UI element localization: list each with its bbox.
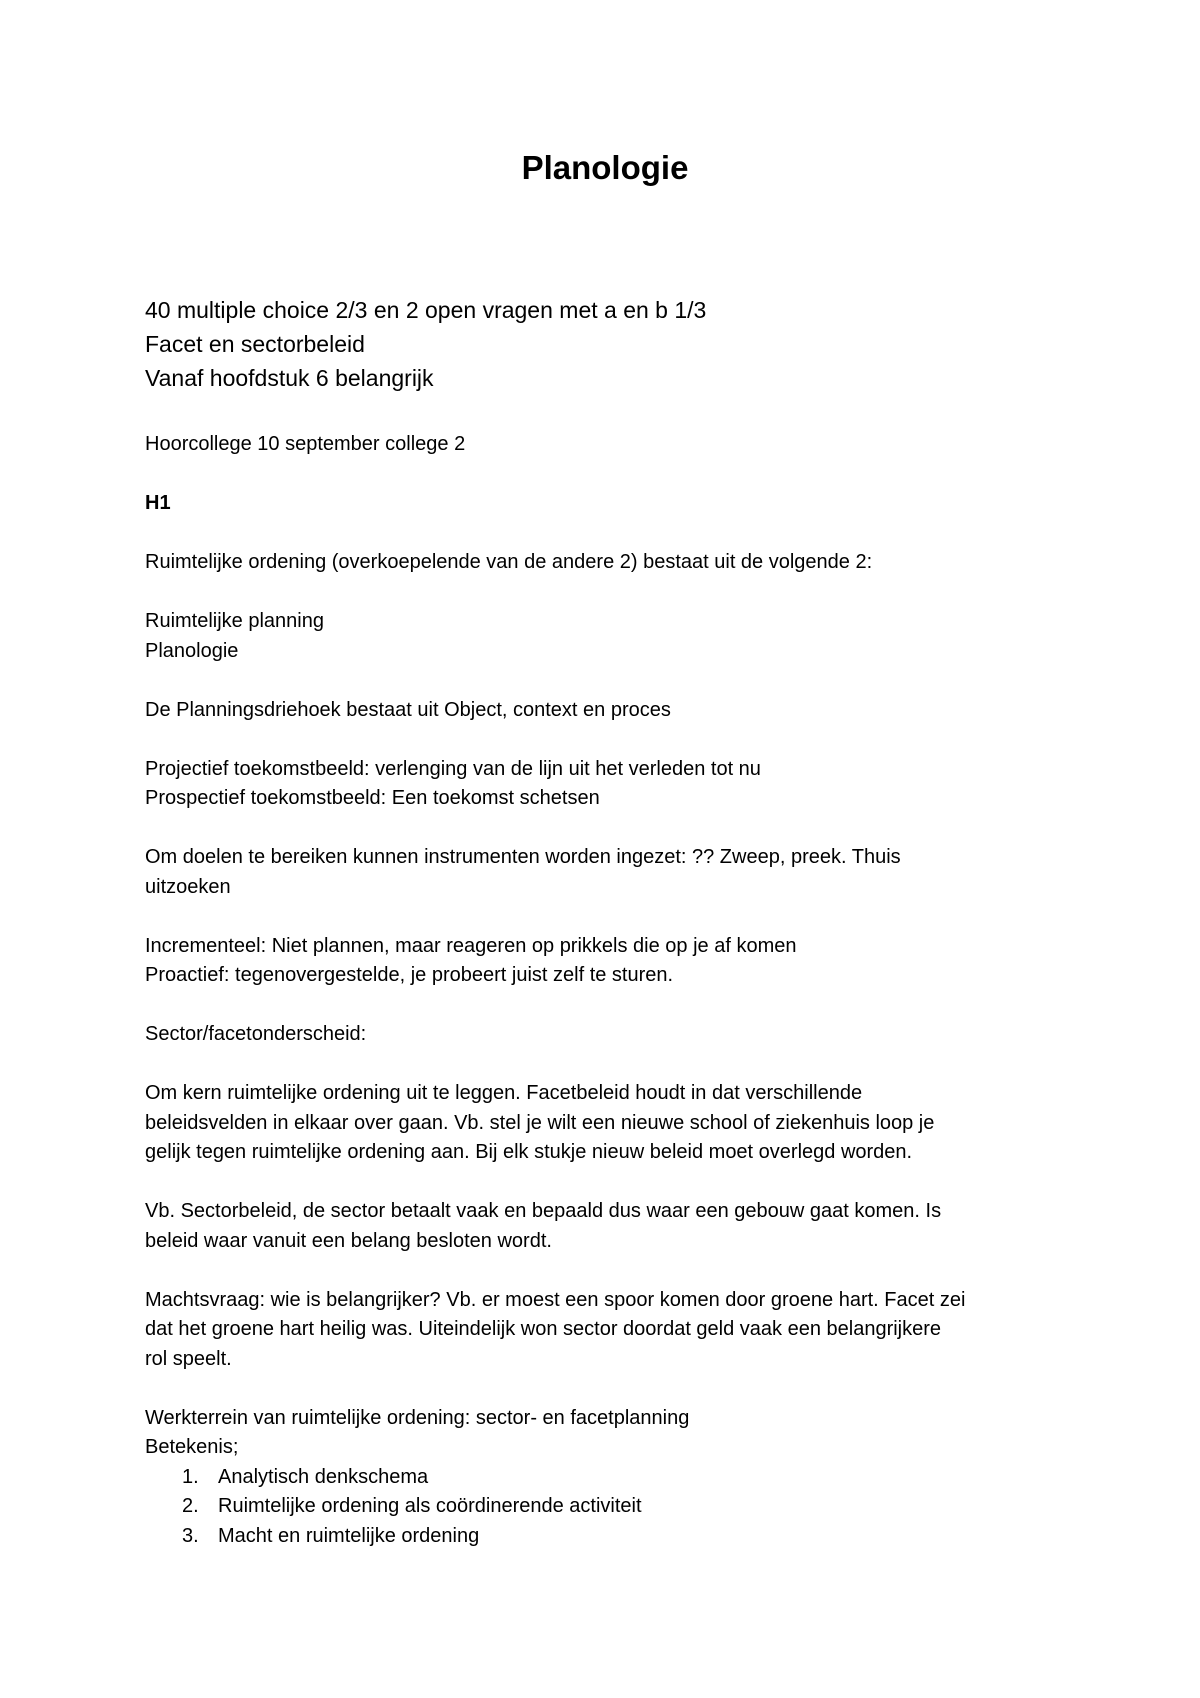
paragraph-line: Vb. Sectorbeleid, de sector betaalt vaak en bepaald dus waar een gebouw gaat komen. Is bbox=[145, 1200, 942, 1222]
list-item-text: Analytisch denkschema bbox=[218, 1465, 429, 1488]
paragraph-line: Planologie bbox=[145, 639, 239, 662]
paragraph bbox=[145, 607, 1075, 666]
intro-block bbox=[145, 293, 706, 395]
list-item-text: Ruimtelijke ordening als coördinerende activiteit bbox=[218, 1495, 642, 1517]
list-item-text: Macht en ruimtelijke ordening bbox=[218, 1524, 480, 1547]
list-number: 1. bbox=[182, 1465, 199, 1488]
numbered-list bbox=[145, 1463, 1075, 1552]
paragraph-line: Ruimtelijke planning bbox=[145, 610, 324, 632]
paragraph-line: Incrementeel: Niet plannen, maar reageren op prikkels die op je af komen bbox=[145, 934, 797, 957]
paragraph-line: beleidsvelden in elkaar over gaan. Vb. stel je wilt een nieuwe school of ziekenhuis loop je bbox=[145, 1111, 935, 1134]
paragraph bbox=[145, 1197, 1075, 1256]
paragraph bbox=[145, 1286, 1075, 1375]
list-number: 2. bbox=[182, 1495, 199, 1517]
paragraph-line: gelijk tegen ruimtelijke ordening aan. Bij elk stukje nieuw beleid moet overlegd worden. bbox=[145, 1141, 913, 1163]
paragraph bbox=[145, 932, 1075, 991]
intro-line: 40 multiple choice 2/3 en 2 open vragen met a en b 1/3 bbox=[145, 297, 707, 323]
chapter-heading: H1 bbox=[145, 492, 171, 514]
paragraph-line: uitzoeken bbox=[145, 875, 231, 898]
paragraph-line: Om kern ruimtelijke ordening uit te leggen. Facetbeleid houdt in dat verschillende bbox=[145, 1082, 863, 1104]
paragraph: De Planningsdriehoek bestaat uit Object, context en proces bbox=[145, 698, 671, 721]
paragraph bbox=[145, 843, 1075, 902]
lecture-line: Hoorcollege 10 september college 2 bbox=[145, 433, 466, 455]
intro-line: Vanaf hoofdstuk 6 belangrijk bbox=[145, 365, 434, 391]
body-text bbox=[145, 430, 1075, 1551]
intro-line: Facet en sectorbeleid bbox=[145, 331, 365, 357]
list-item bbox=[145, 1492, 1075, 1522]
paragraph-line: Betekenis; bbox=[145, 1436, 239, 1458]
list-item bbox=[145, 1522, 1075, 1552]
list-number: 3. bbox=[182, 1524, 199, 1547]
paragraph-line: Prospectief toekomstbeeld: Een toekomst schetsen bbox=[145, 787, 600, 809]
paragraph-line: beleid waar vanuit een belang besloten wordt. bbox=[145, 1229, 552, 1252]
paragraph: Sector/facetonderscheid: bbox=[145, 1023, 367, 1045]
list-item bbox=[145, 1463, 1075, 1493]
paragraph bbox=[145, 1404, 1075, 1463]
paragraph-line: dat het groene hart heilig was. Uiteindelijk won sector doordat geld vaak een belangrijkere bbox=[145, 1318, 942, 1340]
document-title: Planologie bbox=[521, 149, 689, 186]
paragraph-line: Werkterrein van ruimtelijke ordening: sector- en facetplanning bbox=[145, 1406, 690, 1429]
paragraph bbox=[145, 755, 1075, 814]
paragraph-line: Machtsvraag: wie is belangrijker? Vb. er moest een spoor komen door groene hart. Facet zei bbox=[145, 1288, 966, 1311]
paragraph-line: Projectief toekomstbeeld: verlenging van de lijn uit het verleden tot nu bbox=[145, 757, 761, 780]
paragraph-line: Om doelen te bereiken kunnen instrumenten worden ingezet: ?? Zweep, preek. Thuis bbox=[145, 846, 901, 868]
paragraph-line: Proactief: tegenovergestelde, je probeert juist zelf te sturen. bbox=[145, 964, 674, 986]
paragraph: Ruimtelijke ordening (overkoepelende van de andere 2) bestaat uit de volgende 2: bbox=[145, 551, 873, 573]
paragraph bbox=[145, 1079, 1075, 1168]
paragraph-line: rol speelt. bbox=[145, 1347, 232, 1370]
